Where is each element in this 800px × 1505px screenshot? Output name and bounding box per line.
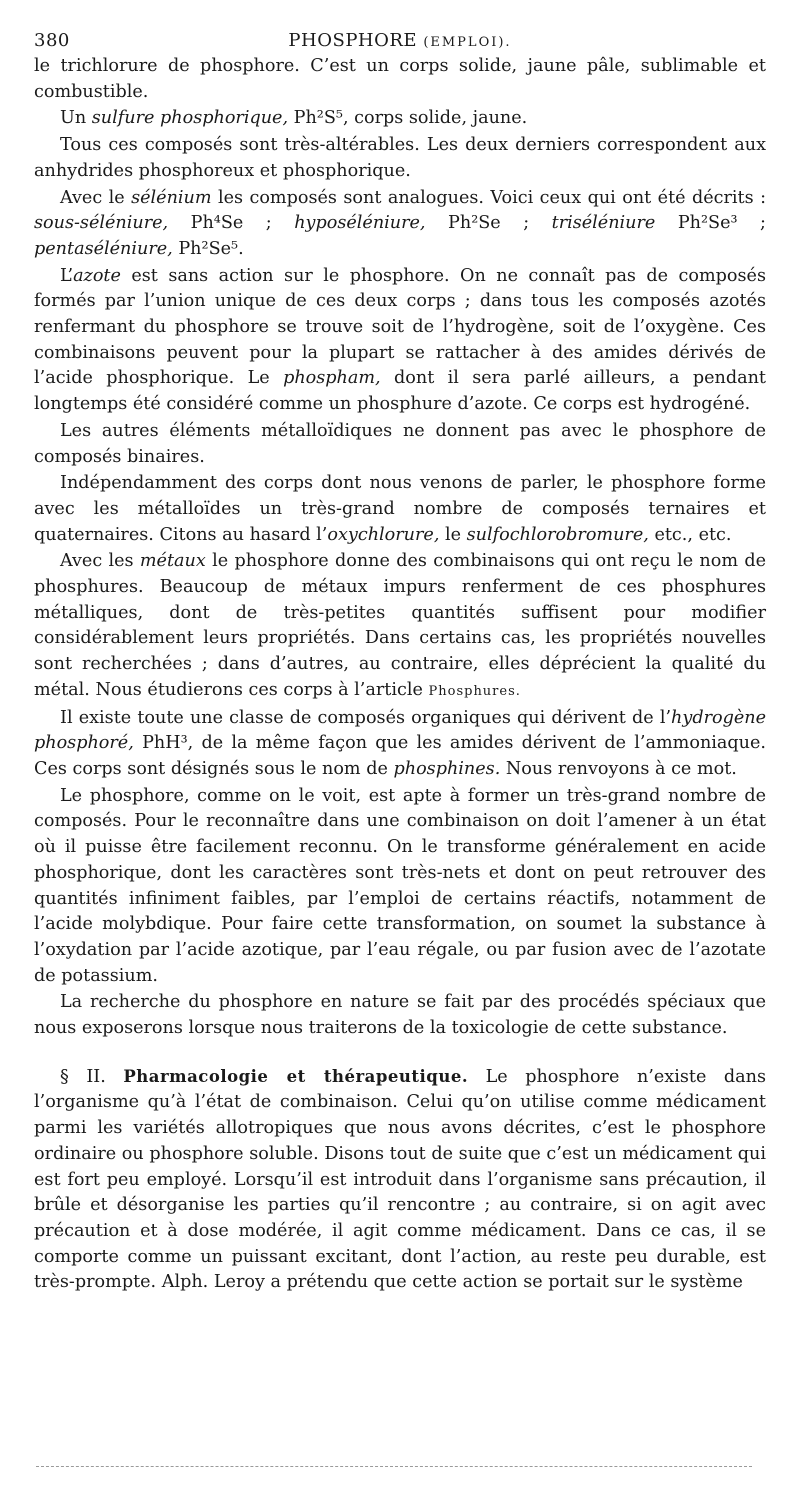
text-run: Le phosphore n’existe dans l’organisme qu’à l’état de combinaison. Celui qu’on utilise comme médicament parmi les variétés allotropiques que nous avons décrites, c’est le phosphore ordinaire ou phosphore soluble. Disons tout de suite que c’est un médicament qui est fort peu employé. Lorsqu’il est introduit dans l’organisme sans précaution, il brûle et désorganise les parties qu’il rencontre ; au contraire, si on agit avec précaution et à dose modérée, il agit comme médicament. Dans ce cas, il se comporte comme un puissant excitant, dont l’action, au reste peu durable, est très-prompte. Alph. Leroy a prétendu que cette action se portait sur le système	[34, 1066, 766, 1293]
paragraph-recherche: La recherche du phosphore en nature se fait par des procédés spéciaux que nous exposerons lorsque nous traiterons de la toxicologie de cette substance.	[34, 992, 766, 1039]
term-hyposeleniure: hyposéléniure,	[294, 213, 426, 234]
text-run: le phosphore donne des combinaisons qui ont reçu le nom de phosphures. Beaucoup de métaux impurs renferment de ces phosphures métalliques, dont de très-petites quantités suffisent pour modifier considérablement leurs propriétés. Dans certains cas, les propriétés nouvelles sont recherchées ; dans d’autres, au contraire, elles déprécient la qualité du métal. Nous étudierons ces corps à l’article	[34, 551, 766, 700]
running-title-main: PHOSPHORE	[288, 30, 418, 51]
text-run: etc., etc.	[648, 524, 732, 545]
text-run: dont il sera parlé ailleurs, a pendant longtemps été considéré comme un phosphure d’azote. Ce corps est hydrogéné.	[34, 368, 766, 415]
paragraph-composes-alterables: Tous ces composés sont très-altérables. Les deux derniers correspondent aux anhydrides phosphoreux et phosphorique.	[34, 135, 766, 181]
paragraph-metalloidiques: Les autres éléments métalloïdiques ne donnent pas avec le phosphore de composés binaires.	[34, 420, 766, 467]
paragraph-sulfure	[34, 106, 766, 132]
body-text	[34, 54, 766, 1296]
page-number: 380	[34, 30, 70, 51]
paragraph-reconnaissance: Le phosphore, comme on le voit, est apte à former un très-grand nombre de composés. Pour le reconnaître dans une combinaison on doit l’amener à un état où il puisse être facilement reconnu. On le transforme généralement en acide phosphorique, dont les caractères sont très-nets et dont on peut retrouver des quantités infiniment faibles, par l’emploi de certains réactifs, notamment de l’acide molybdique. Pour faire cette transformation, on soumet la substance à l’oxydation par l’acide azotique, par l’eau régale, ou par fusion avec de l’azotate de potassium.	[34, 785, 766, 986]
text-run: est sans action sur le phosphore. On ne connaît pas de composés formés par l’union unique de ces deux corps ; dans tous les composés azotés renfermant du phosphore se trouve soit de l’hydrogène, soit de l’oxygène. Ces combinaisons peuvent pour la plupart se rattacher à des amides dérivés de l’acide phosphorique. Le	[34, 265, 766, 389]
cross-reference-phosphures: Phosphures.	[428, 683, 521, 699]
term-hydrogene-phosphore: hydrogène phosphoré,	[34, 707, 766, 754]
paragraph-metaux	[34, 549, 766, 704]
paragraph-1: le trichlorure de phosphore. C’est un corps solide, jaune pâle, sublimable et combustible.	[34, 56, 766, 102]
section-heading: Pharmacologie et thérapeutique.	[123, 1066, 469, 1086]
term-phospham: phospham,	[283, 368, 381, 389]
term-oxychlorure: oxychlorure,	[327, 524, 440, 545]
formula: Ph²Se⁵.	[172, 238, 244, 259]
text-run: L’	[60, 265, 74, 286]
formula: Ph²Se ;	[425, 213, 552, 234]
text-run: Indépendamment des corps dont nous venons de parler, le phosphore forme avec les métalloïdes un très-grand nombre de composés ternaires et quaternaires. Citons au hasard l’	[34, 473, 766, 545]
text-run: Avec le	[60, 187, 132, 208]
text-run: Un	[60, 108, 92, 129]
formula: Ph⁴Se ;	[168, 213, 295, 234]
term-triseleniure: triséléniure	[551, 213, 656, 234]
section-2-pharmacologie	[34, 1064, 766, 1296]
term-metaux: métaux	[139, 551, 206, 572]
formula: Ph²Se³ ;	[655, 213, 766, 234]
paragraph-selenium	[34, 186, 766, 263]
text-run: Il existe toute une classe de composés organiques qui dérivent de l’	[60, 707, 672, 728]
text-run: PhH³, de la même façon que les amides dérivent de l’ammoniaque. Ces corps sont désignés sous le nom de	[34, 733, 766, 779]
term-sulfochlorobromure: sulfochlorobromure,	[466, 524, 649, 545]
book-page	[34, 24, 766, 1296]
paragraph-azote	[34, 264, 766, 418]
text-run: Nous renvoyons à ce mot.	[500, 758, 737, 779]
section-number: § II.	[60, 1066, 106, 1087]
text-run: le	[439, 524, 467, 545]
text-run: Ph²S⁵, corps solide, jaune.	[288, 108, 528, 129]
text-run: les composés sont analogues. Voici ceux qui ont été décrits :	[211, 187, 767, 208]
text-run: Avec les	[60, 551, 140, 572]
term-sous-seleniure: sous-séléniure,	[34, 213, 169, 234]
term-azote: azote	[73, 265, 121, 286]
running-header	[34, 24, 766, 54]
term-pentaseleniure: pentaséléniure,	[34, 238, 173, 259]
term-sulfure-phosphorique: sulfure phosphorique,	[91, 108, 289, 129]
term-selenium: sélénium	[131, 187, 212, 208]
paragraph-hydrogene-phosphore	[34, 706, 766, 783]
running-title	[34, 30, 766, 51]
running-title-sub: (EMPLOI).	[423, 35, 512, 50]
term-phosphines: phosphines.	[393, 758, 501, 779]
paragraph-ternaires	[34, 471, 766, 548]
footer-divider	[36, 1466, 752, 1467]
